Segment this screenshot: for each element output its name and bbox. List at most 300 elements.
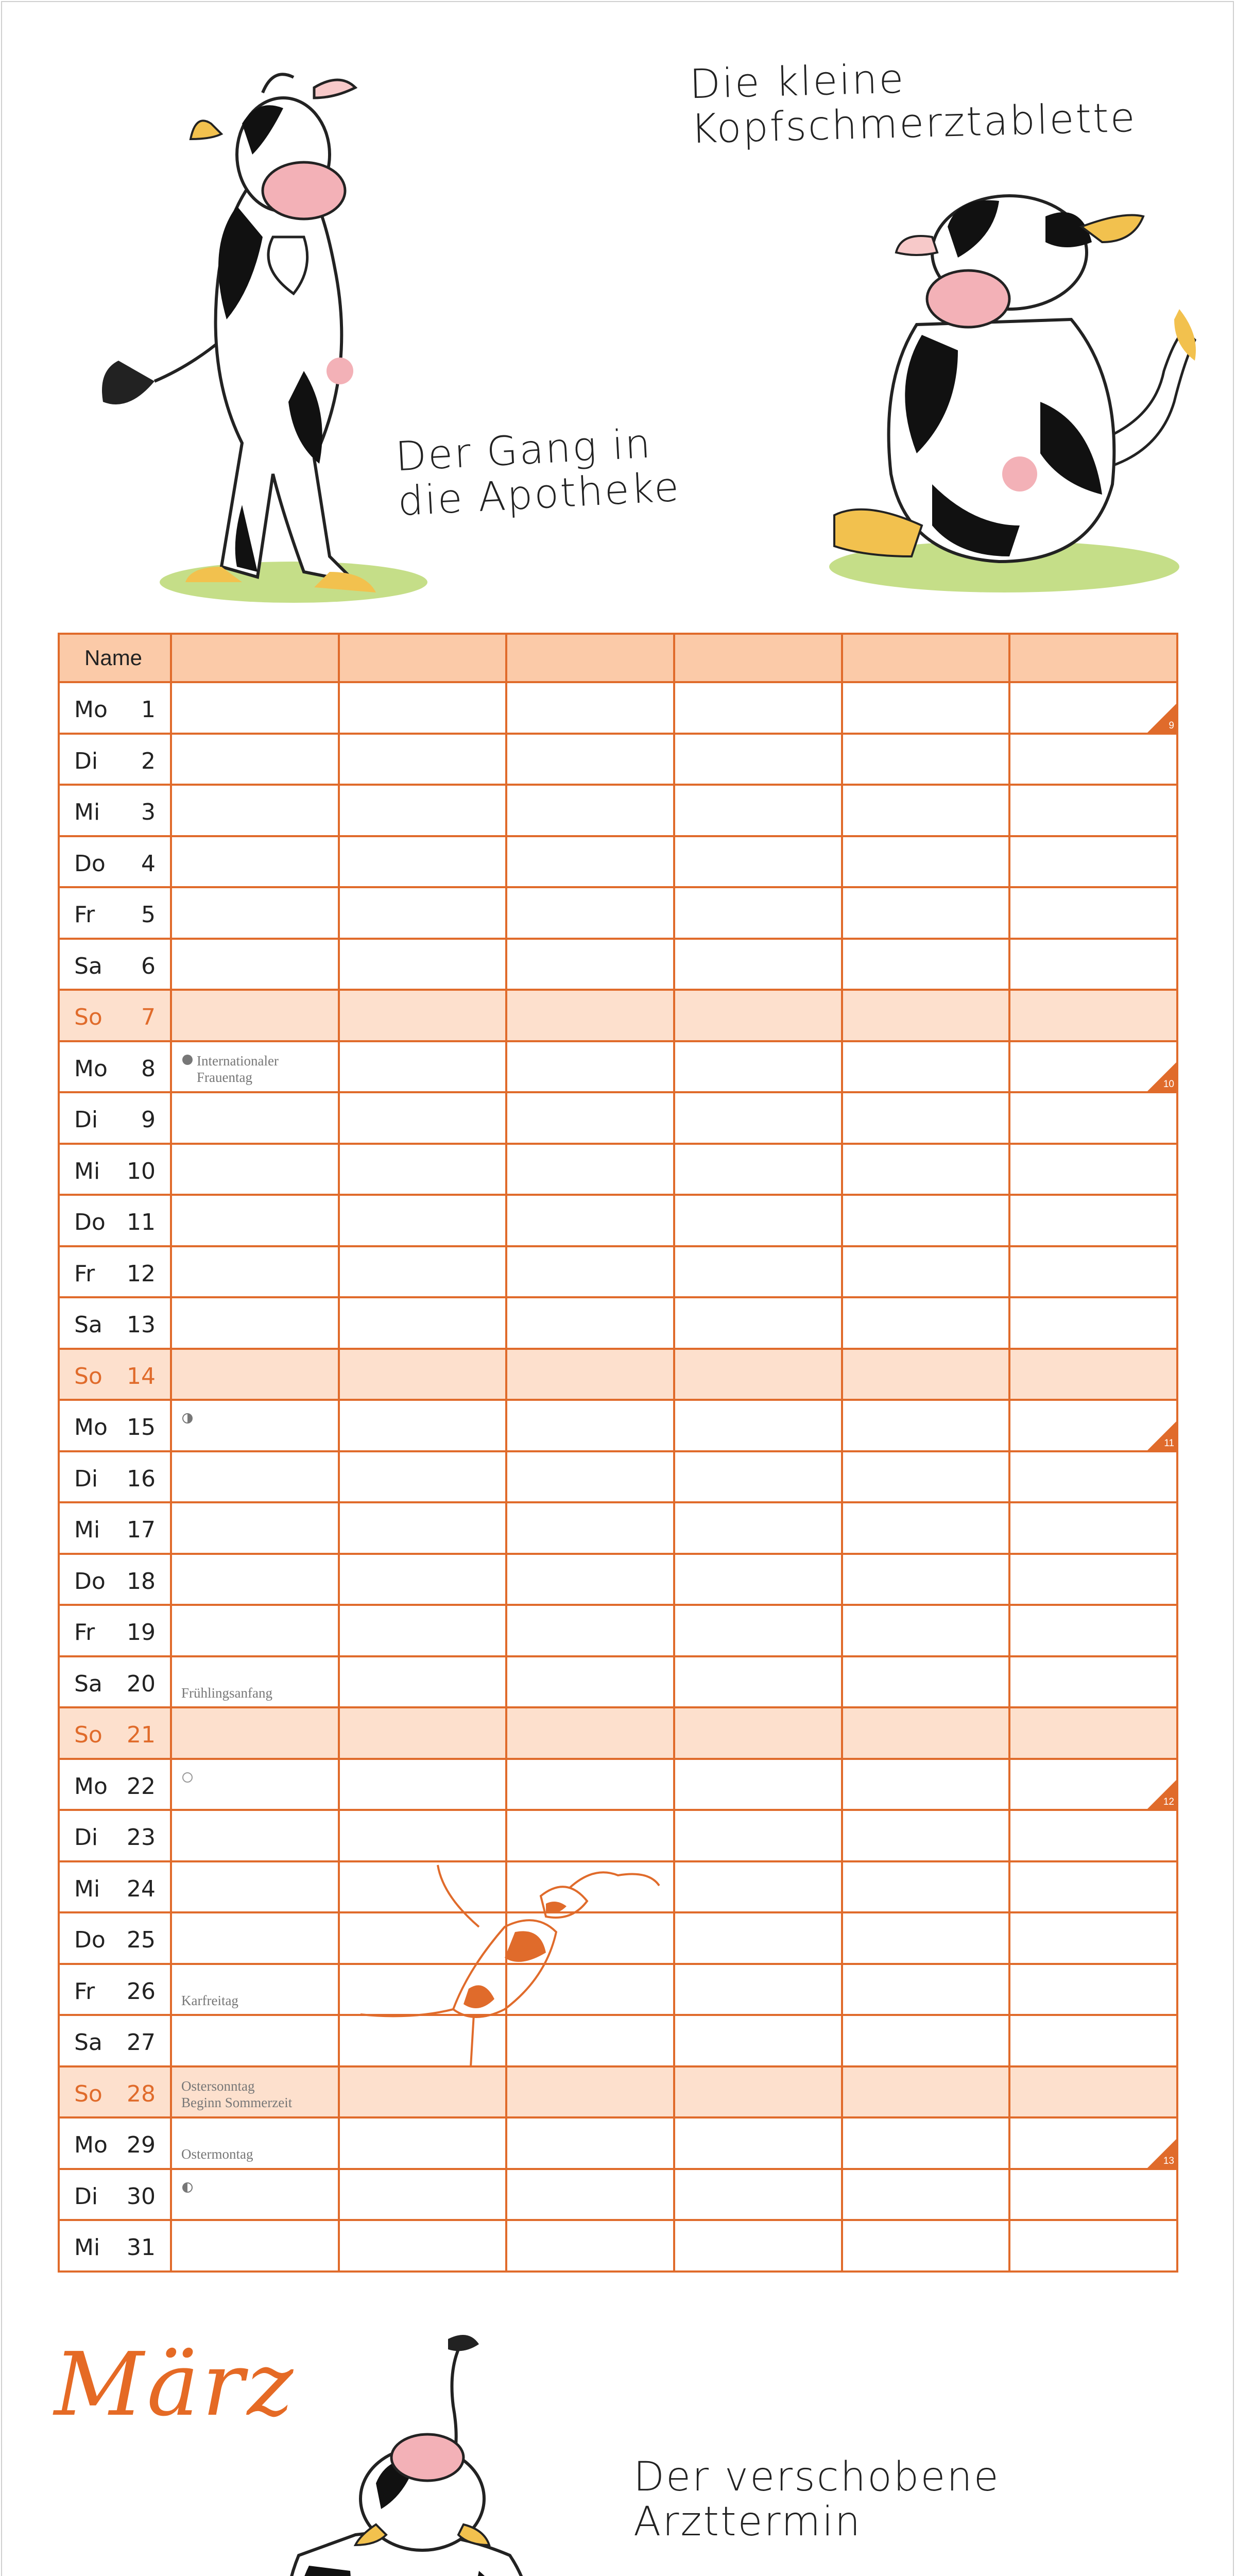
entry-cell[interactable] [506, 2117, 674, 2169]
weekday-label: So [74, 1004, 102, 1030]
day-cell [59, 887, 171, 939]
day-number: 31 [127, 2234, 156, 2261]
entry-cell[interactable] [506, 1861, 674, 1913]
day-number: 10 [127, 1158, 156, 1184]
entry-cell[interactable] [842, 785, 1010, 836]
entry-cell[interactable] [506, 1810, 674, 1861]
entry-cell[interactable] [842, 1861, 1010, 1913]
table-row [59, 1246, 1177, 1298]
entry-cell[interactable] [171, 1092, 339, 1144]
entry-cell[interactable] [171, 1912, 339, 1964]
entry-cell[interactable] [339, 2169, 507, 2221]
day-cell [59, 1144, 171, 1195]
table-row [59, 1861, 1177, 1913]
entry-cell[interactable] [1009, 1195, 1177, 1246]
entry-cell[interactable] [1009, 1400, 1177, 1451]
table-row [59, 1400, 1177, 1451]
week-number: 13 [1163, 2155, 1174, 2166]
entry-cell[interactable] [1009, 1554, 1177, 1605]
entry-cell[interactable] [506, 1759, 674, 1810]
holiday-note: Ostermontag [181, 2146, 253, 2162]
entry-cell[interactable] [339, 1707, 507, 1759]
entry-cell[interactable] [339, 1964, 507, 2015]
entry-cell[interactable] [1009, 2117, 1177, 2169]
entry-cell[interactable] [1009, 2066, 1177, 2118]
entry-cell[interactable] [339, 1861, 507, 1913]
entry-cell[interactable] [339, 1349, 507, 1400]
day-cell [59, 1707, 171, 1759]
moon-phase-first-icon [182, 1413, 193, 1423]
caption-top-right-line-1: Die kleine [689, 56, 906, 108]
entry-cell[interactable] [1009, 1144, 1177, 1195]
day-number: 8 [141, 1055, 156, 1082]
holiday-note: Ostersonntag Beginn Sommerzeit [181, 2078, 293, 2110]
entry-cell[interactable] [171, 1195, 339, 1246]
entry-cell[interactable] [506, 785, 674, 836]
moon-phase-full-icon [182, 1772, 193, 1783]
entry-cell[interactable] [171, 1297, 339, 1349]
entry-cell[interactable] [674, 836, 842, 888]
entry-cell[interactable] [842, 2015, 1010, 2066]
entry-cell[interactable] [674, 1349, 842, 1400]
day-cell [59, 2066, 171, 2118]
entry-cell[interactable] [842, 887, 1010, 939]
entry-cell[interactable] [674, 734, 842, 785]
day-cell [59, 2169, 171, 2221]
entry-cell[interactable] [842, 1400, 1010, 1451]
week-number: 9 [1169, 720, 1174, 731]
weekday-label: Mo [74, 697, 108, 723]
table-row [59, 1297, 1177, 1349]
entry-cell[interactable] [1009, 1912, 1177, 1964]
name-column-4-header[interactable] [674, 634, 842, 682]
entry-cell[interactable] [506, 1092, 674, 1144]
day-cell [59, 2220, 171, 2272]
entry-cell[interactable] [842, 1349, 1010, 1400]
entry-cell[interactable] [506, 1297, 674, 1349]
week-number: 10 [1163, 1079, 1174, 1090]
entry-cell[interactable] [506, 1246, 674, 1298]
day-number: 14 [127, 1363, 156, 1389]
entry-cell[interactable] [339, 1554, 507, 1605]
entry-cell[interactable] [842, 1502, 1010, 1554]
day-number: 24 [127, 1875, 156, 1902]
entry-cell[interactable] [171, 1759, 339, 1810]
entry-cell[interactable] [506, 2169, 674, 2221]
entry-cell[interactable] [339, 939, 507, 990]
entry-cell[interactable] [674, 682, 842, 734]
entry-cell[interactable] [674, 1041, 842, 1093]
entry-cell[interactable] [339, 2117, 507, 2169]
day-cell [59, 734, 171, 785]
entry-cell[interactable] [339, 785, 507, 836]
table-row [59, 887, 1177, 939]
entry-cell[interactable] [1009, 1810, 1177, 1861]
entry-cell[interactable] [171, 990, 339, 1041]
entry-cell[interactable] [674, 1656, 842, 1708]
entry-cell[interactable] [171, 2015, 339, 2066]
entry-cell[interactable] [506, 734, 674, 785]
day-cell [59, 2117, 171, 2169]
entry-cell[interactable] [842, 1195, 1010, 1246]
entry-cell[interactable] [842, 1964, 1010, 2015]
caption-bottom: Der verschobene Arzttermin [633, 2454, 1000, 2546]
day-cell [59, 1861, 171, 1913]
entry-cell[interactable] [171, 1554, 339, 1605]
day-cell [59, 682, 171, 734]
entry-cell[interactable] [674, 2015, 842, 2066]
entry-cell[interactable] [506, 1964, 674, 2015]
entry-cell[interactable] [171, 1810, 339, 1861]
day-number: 19 [127, 1619, 156, 1646]
entry-cell[interactable] [1009, 2015, 1177, 2066]
entry-cell[interactable] [506, 939, 674, 990]
table-row [59, 2117, 1177, 2169]
entry-cell[interactable] [842, 1912, 1010, 1964]
entry-cell[interactable] [1009, 1656, 1177, 1708]
entry-cell[interactable] [171, 1656, 339, 1708]
entry-cell[interactable] [842, 1656, 1010, 1708]
entry-cell[interactable] [1009, 1246, 1177, 1298]
entry-cell[interactable] [339, 1246, 507, 1298]
entry-cell[interactable] [674, 1810, 842, 1861]
entry-cell[interactable] [339, 1759, 507, 1810]
entry-cell[interactable] [674, 1092, 842, 1144]
weekday-label: Mi [74, 799, 100, 825]
table-row [59, 1759, 1177, 1810]
day-cell [59, 1195, 171, 1246]
weekday-label: Fr [74, 1619, 95, 1646]
entry-cell[interactable] [339, 836, 507, 888]
day-number: 23 [127, 1824, 156, 1851]
entry-cell[interactable] [506, 682, 674, 734]
entry-cell[interactable] [842, 2169, 1010, 2221]
day-cell [59, 1297, 171, 1349]
entry-cell[interactable] [339, 1297, 507, 1349]
weekday-label: Mo [74, 1414, 108, 1440]
entry-cell[interactable] [506, 1656, 674, 1708]
day-cell [59, 1554, 171, 1605]
entry-cell[interactable] [674, 1707, 842, 1759]
day-number: 21 [127, 1722, 156, 1748]
calendar-body [59, 682, 1177, 2272]
table-row [59, 1964, 1177, 2015]
day-cell [59, 1656, 171, 1708]
entry-cell[interactable] [339, 2066, 507, 2118]
caption-top-right-line-2: Kopfschmerztablette [690, 95, 1137, 153]
day-cell [59, 1041, 171, 1093]
entry-cell[interactable] [1009, 990, 1177, 1041]
day-number: 26 [127, 1978, 156, 2005]
entry-cell[interactable] [171, 1502, 339, 1554]
entry-cell[interactable] [171, 1707, 339, 1759]
table-row [59, 1144, 1177, 1195]
name-column-2-header[interactable] [339, 634, 507, 682]
entry-cell[interactable] [171, 1144, 339, 1195]
entry-cell[interactable] [842, 990, 1010, 1041]
table-row [59, 1605, 1177, 1656]
weekday-label: So [74, 2080, 102, 2107]
entry-cell[interactable] [506, 1195, 674, 1246]
entry-cell[interactable] [842, 1451, 1010, 1503]
table-row [59, 682, 1177, 734]
table-row [59, 1810, 1177, 1861]
entry-cell[interactable] [1009, 836, 1177, 888]
name-column-5-header[interactable] [842, 634, 1010, 682]
entry-cell[interactable] [506, 2015, 674, 2066]
entry-cell[interactable] [506, 1349, 674, 1400]
entry-cell[interactable] [1009, 682, 1177, 734]
day-number: 15 [127, 1414, 156, 1440]
entry-cell[interactable] [674, 2117, 842, 2169]
day-number: 28 [127, 2080, 156, 2107]
weekday-label: Sa [74, 1312, 102, 1338]
week-number: 11 [1164, 1437, 1174, 1449]
table-row [59, 2066, 1177, 2118]
entry-cell[interactable] [506, 1554, 674, 1605]
entry-cell[interactable] [506, 1707, 674, 1759]
day-number: 5 [141, 902, 156, 928]
day-number: 16 [127, 1465, 156, 1492]
entry-cell[interactable] [842, 1246, 1010, 1298]
entry-cell[interactable] [339, 1502, 507, 1554]
entry-cell[interactable] [339, 1912, 507, 1964]
entry-cell[interactable] [842, 1759, 1010, 1810]
entry-cell[interactable] [506, 990, 674, 1041]
entry-cell[interactable] [1009, 734, 1177, 785]
table-row [59, 734, 1177, 785]
weekday-label: Mo [74, 1055, 108, 1082]
entry-cell[interactable] [1009, 1297, 1177, 1349]
day-number: 1 [141, 697, 156, 723]
entry-cell[interactable] [506, 1041, 674, 1093]
entry-cell[interactable] [1009, 2220, 1177, 2272]
entry-cell[interactable] [842, 1092, 1010, 1144]
day-cell [59, 1400, 171, 1451]
entry-cell[interactable] [674, 1144, 842, 1195]
entry-cell[interactable] [674, 785, 842, 836]
entry-cell[interactable] [674, 1400, 842, 1451]
entry-cell[interactable] [1009, 1861, 1177, 1913]
entry-cell[interactable] [674, 1451, 842, 1503]
entry-cell[interactable] [506, 1400, 674, 1451]
entry-cell[interactable] [171, 1400, 339, 1451]
entry-cell[interactable] [171, 734, 339, 785]
weekday-label: Fr [74, 1260, 95, 1287]
entry-cell[interactable] [171, 1861, 339, 1913]
table-row [59, 990, 1177, 1041]
entry-cell[interactable] [842, 836, 1010, 888]
day-cell [59, 1810, 171, 1861]
entry-cell[interactable] [842, 2220, 1010, 2272]
entry-cell[interactable] [674, 887, 842, 939]
weekday-label: Di [74, 1824, 98, 1851]
entry-cell[interactable] [339, 990, 507, 1041]
day-number: 12 [127, 1260, 156, 1287]
entry-cell[interactable] [171, 836, 339, 888]
entry-cell[interactable] [674, 1964, 842, 2015]
entry-cell[interactable] [674, 1195, 842, 1246]
entry-cell[interactable] [1009, 1451, 1177, 1503]
entry-cell[interactable] [171, 682, 339, 734]
entry-cell[interactable] [842, 1707, 1010, 1759]
table-row [59, 2169, 1177, 2221]
weekday-label: Mi [74, 2234, 100, 2261]
entry-cell[interactable] [171, 785, 339, 836]
entry-cell[interactable] [506, 1502, 674, 1554]
entry-cell[interactable] [339, 2220, 507, 2272]
entry-cell[interactable] [506, 836, 674, 888]
table-row [59, 2220, 1177, 2272]
holiday-note: Frühlingsanfang [181, 1685, 272, 1701]
entry-cell[interactable] [842, 1297, 1010, 1349]
entry-cell[interactable] [842, 1144, 1010, 1195]
entry-cell[interactable] [1009, 1502, 1177, 1554]
moon-phase-last-icon [182, 2182, 193, 2193]
weekday-label: Do [74, 1209, 106, 1235]
table-row [59, 1502, 1177, 1554]
entry-cell[interactable] [339, 1400, 507, 1451]
name-header: Name [59, 634, 171, 682]
entry-cell[interactable] [339, 1041, 507, 1093]
entry-cell[interactable] [171, 2117, 339, 2169]
entry-cell[interactable] [674, 1297, 842, 1349]
entry-cell[interactable] [506, 1912, 674, 1964]
entry-cell[interactable] [171, 2169, 339, 2221]
name-column-1-header[interactable] [171, 634, 339, 682]
entry-cell[interactable] [1009, 939, 1177, 990]
entry-cell[interactable] [842, 2066, 1010, 2118]
table-header-row [59, 634, 1177, 682]
entry-cell[interactable] [339, 1092, 507, 1144]
entry-cell[interactable] [339, 734, 507, 785]
weekday-label: Sa [74, 1670, 102, 1697]
entry-cell[interactable] [171, 1451, 339, 1503]
holiday-note: Karfreitag [181, 1992, 238, 2008]
entry-cell[interactable] [674, 1912, 842, 1964]
entry-cell[interactable] [1009, 785, 1177, 836]
cow-walking-illustration [88, 52, 479, 608]
entry-cell[interactable] [674, 1605, 842, 1656]
entry-cell[interactable] [339, 1451, 507, 1503]
entry-cell[interactable] [339, 1144, 507, 1195]
weekday-label: So [74, 1722, 102, 1748]
table-row [59, 2015, 1177, 2066]
day-cell [59, 1605, 171, 1656]
family-calendar-table [58, 633, 1178, 2273]
entry-cell[interactable] [674, 2169, 842, 2221]
entry-cell[interactable] [842, 734, 1010, 785]
entry-cell[interactable] [171, 1349, 339, 1400]
name-column-6-header[interactable] [1009, 634, 1177, 682]
entry-cell[interactable] [674, 1861, 842, 1913]
table-row [59, 1041, 1177, 1093]
entry-cell[interactable] [171, 1246, 339, 1298]
entry-cell[interactable] [842, 682, 1010, 734]
entry-cell[interactable] [171, 1605, 339, 1656]
weekday-label: Di [74, 1107, 98, 1133]
entry-cell[interactable] [674, 939, 842, 990]
week-number: 12 [1163, 1797, 1174, 1807]
day-cell [59, 1964, 171, 2015]
entry-cell[interactable] [842, 2117, 1010, 2169]
entry-cell[interactable] [842, 1810, 1010, 1861]
entry-cell[interactable] [842, 1605, 1010, 1656]
entry-cell[interactable] [339, 887, 507, 939]
entry-cell[interactable] [1009, 2169, 1177, 2221]
entry-cell[interactable] [1009, 1092, 1177, 1144]
entry-cell[interactable] [1009, 1759, 1177, 1810]
entry-cell[interactable] [842, 1554, 1010, 1605]
entry-cell[interactable] [842, 1041, 1010, 1093]
caption-top-left [394, 420, 681, 525]
day-number: 3 [141, 799, 156, 825]
table-row [59, 1195, 1177, 1246]
entry-cell[interactable] [1009, 1707, 1177, 1759]
day-number: 2 [141, 748, 156, 774]
entry-cell[interactable] [171, 1041, 339, 1093]
day-number: 9 [141, 1107, 156, 1133]
entry-cell[interactable] [506, 2066, 674, 2118]
entry-cell[interactable] [339, 1195, 507, 1246]
entry-cell[interactable] [674, 1502, 842, 1554]
day-number: 29 [127, 2132, 156, 2158]
day-number: 27 [127, 2029, 156, 2056]
entry-cell[interactable] [1009, 1349, 1177, 1400]
entry-cell[interactable] [842, 939, 1010, 990]
entry-cell[interactable] [674, 1759, 842, 1810]
entry-cell[interactable] [171, 1964, 339, 2015]
entry-cell[interactable] [339, 1810, 507, 1861]
caption-top-right [689, 51, 1137, 152]
entry-cell[interactable] [171, 887, 339, 939]
table-row [59, 1451, 1177, 1503]
entry-cell[interactable] [506, 1144, 674, 1195]
entry-cell[interactable] [1009, 1041, 1177, 1093]
weekday-label: Fr [74, 902, 95, 928]
entry-cell[interactable] [171, 2066, 339, 2118]
entry-cell[interactable] [339, 2015, 507, 2066]
entry-cell[interactable] [506, 887, 674, 939]
weekday-label: Sa [74, 953, 102, 979]
entry-cell[interactable] [506, 2220, 674, 2272]
name-column-3-header[interactable] [506, 634, 674, 682]
day-cell [59, 2015, 171, 2066]
entry-cell[interactable] [674, 1246, 842, 1298]
weekday-label: Mi [74, 1517, 100, 1543]
weekday-label: Fr [74, 1978, 95, 2005]
day-number: 25 [127, 1927, 156, 1953]
entry-cell[interactable] [1009, 1605, 1177, 1656]
caption-top-left-line-2: die Apotheke [397, 464, 682, 526]
day-cell [59, 836, 171, 888]
entry-cell[interactable] [674, 2220, 842, 2272]
entry-cell[interactable] [674, 2066, 842, 2118]
entry-cell[interactable] [674, 1554, 842, 1605]
entry-cell[interactable] [506, 1605, 674, 1656]
entry-cell[interactable] [171, 2220, 339, 2272]
entry-cell[interactable] [339, 682, 507, 734]
entry-cell[interactable] [674, 990, 842, 1041]
entry-cell[interactable] [339, 1656, 507, 1708]
entry-cell[interactable] [171, 939, 339, 990]
entry-cell[interactable] [339, 1605, 507, 1656]
entry-cell[interactable] [1009, 1964, 1177, 2015]
entry-cell[interactable] [506, 1451, 674, 1503]
entry-cell[interactable] [1009, 887, 1177, 939]
table-row [59, 1707, 1177, 1759]
table-row [59, 1656, 1177, 1708]
